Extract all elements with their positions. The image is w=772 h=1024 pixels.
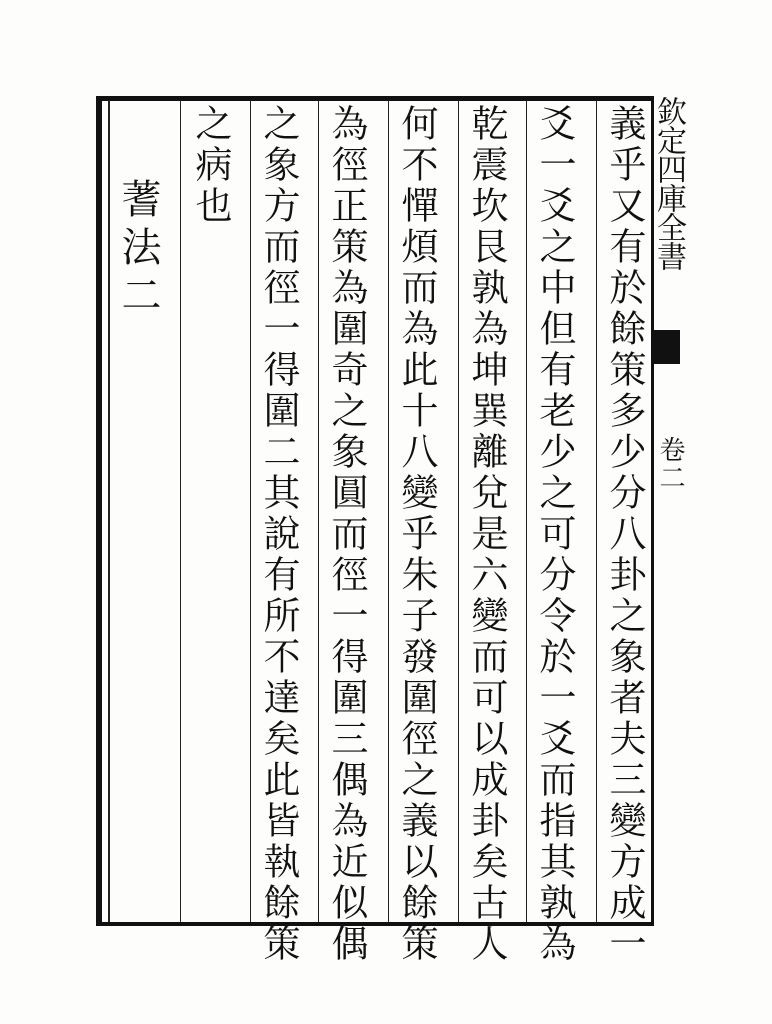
column-rule xyxy=(458,100,459,922)
fish-tail-block-mark xyxy=(654,330,680,364)
text-column-6: 之象方而徑一得圍二其說有所不達矣此皆執餘策 xyxy=(257,104,300,965)
column-rule xyxy=(250,100,251,922)
text-column-3: 乾震坎艮孰為坤巽離兌是六變而可以成卦矣古人 xyxy=(465,104,508,965)
column-rule xyxy=(526,100,527,922)
column-rule xyxy=(388,100,389,922)
collection-title: 欽定四庫全書 xyxy=(651,96,686,270)
text-column-7: 之病也 xyxy=(189,104,232,227)
column-rule xyxy=(318,100,319,922)
inner-left-rule xyxy=(108,100,110,922)
text-column-2: 爻一爻之中但有老少之可分令於一爻而指其孰為 xyxy=(533,104,576,965)
text-column-5: 為徑正策為圍奇之象圓而徑一得圍三偶為近似偶 xyxy=(325,104,368,965)
text-column-4: 何不憚煩而為此十八變乎朱子發圍徑之義以餘策 xyxy=(395,104,438,965)
text-column-1: 義乎又有於餘策多少分八卦之象者夫三變方成一 xyxy=(603,104,646,965)
section-title: 蓍法二 xyxy=(115,178,161,322)
juan-number: 卷二 xyxy=(655,436,685,492)
column-rule xyxy=(180,100,181,922)
column-rule xyxy=(596,100,597,922)
